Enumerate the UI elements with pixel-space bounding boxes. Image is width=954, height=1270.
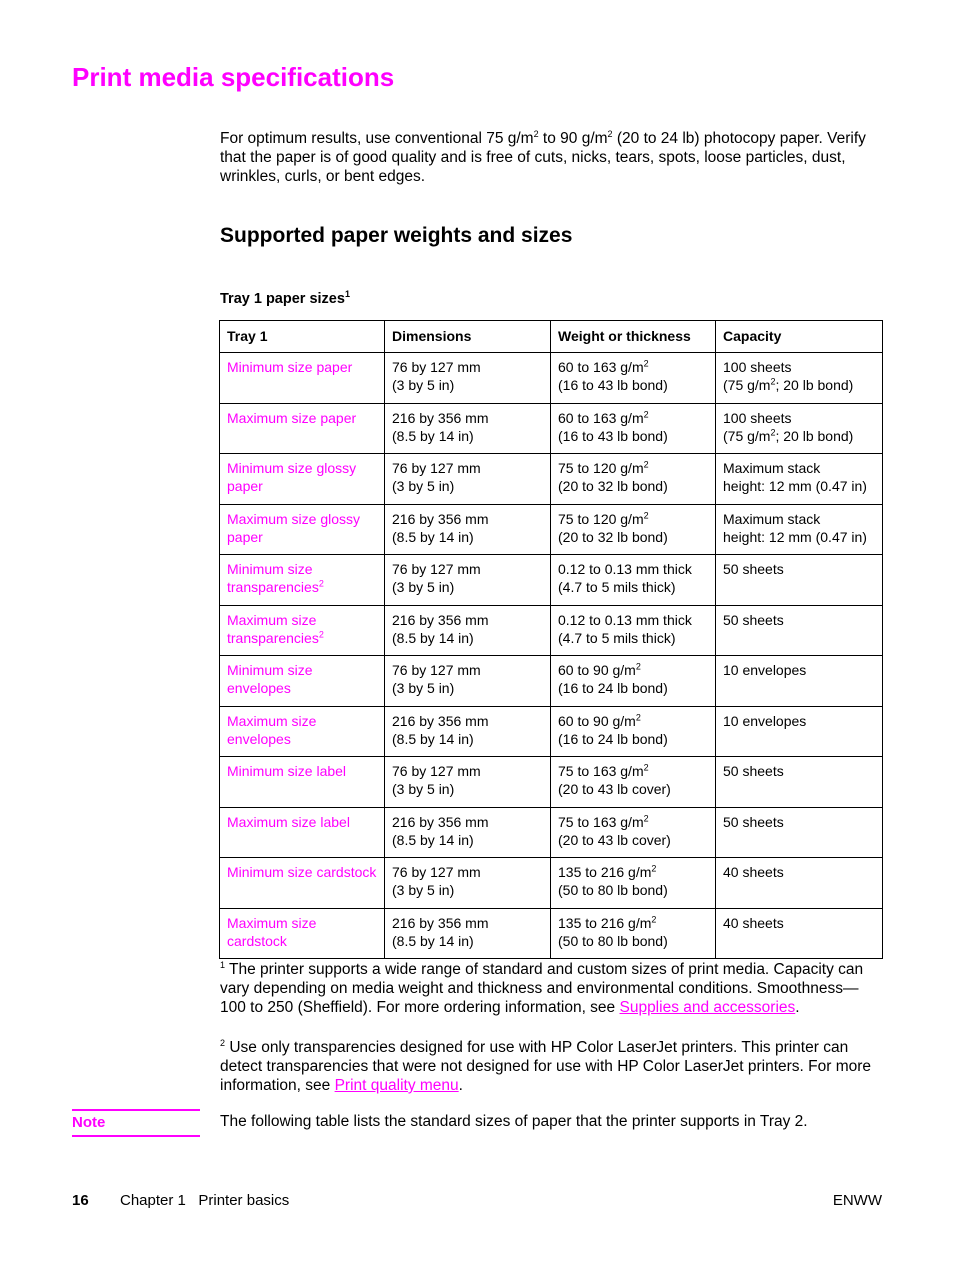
weight-cell: 75 to 120 $g/m^2$ (20 to 32 lb bond) [551, 454, 716, 505]
dimensions-cell: 76 by 127 mm (3 by 5 in) [385, 555, 551, 606]
table-row [220, 454, 883, 505]
column-header: Tray 1 [220, 321, 385, 353]
table-row [220, 656, 883, 707]
print-quality-link[interactable]: Print quality menu [334, 1077, 459, 1094]
dimensions-cell: 216 by 356 mm (8.5 by 14 in) [385, 403, 551, 454]
table-row [220, 757, 883, 808]
footnote-1: $^1$ The printer supports a wide range of standard and custom sizes of print media. Capacity can vary depending on media weight and thickness and environmental conditions. Smoothness—100 to 250 (Sheffield). For more ordering information, see Supplies and accessories. [220, 959, 864, 1016]
paper-sizes-table [219, 320, 883, 959]
weight-cell: 60 to 163 $g/m^2$ (16 to 43 lb bond) [551, 353, 716, 404]
column-header: Dimensions [385, 321, 551, 353]
capacity-cell: Maximum stack height: 12 mm (0.47 in) [716, 454, 883, 505]
weight-cell: 60 to 90 $g/m^2$ (16 to 24 lb bond) [551, 656, 716, 707]
capacity-cell: Maximum stack height: 12 mm (0.47 in) [716, 504, 883, 555]
column-header: Capacity [716, 321, 883, 353]
capacity-cell: 50 sheets [716, 757, 883, 808]
weight-cell: 60 to 163 $g/m^2$ (16 to 43 lb bond) [551, 403, 716, 454]
column-header: Weight or thickness [551, 321, 716, 353]
tray-link-cell[interactable]: Maximum size label [220, 807, 385, 858]
table-row [220, 353, 883, 404]
dimensions-cell: 216 by 356 mm (8.5 by 14 in) [385, 504, 551, 555]
dimensions-cell: 216 by 356 mm (8.5 by 14 in) [385, 807, 551, 858]
weight-cell: 75 to 163 $g/m^2$ (20 to 43 lb cover) [551, 757, 716, 808]
capacity-cell: 100 sheets (75 $g/m^2$; 20 lb bond) [716, 403, 883, 454]
chapter-label: Chapter 1 Printer basics [120, 1192, 290, 1209]
capacity-cell: 40 sheets [716, 858, 883, 909]
dimensions-cell: 216 by 356 mm (8.5 by 14 in) [385, 706, 551, 757]
note-text: The following table lists the standard sizes of paper that the printer supports in Tray 2. [220, 1113, 808, 1130]
page-number: 16 [72, 1192, 89, 1209]
tray-link-cell[interactable]: Minimum size envelopes [220, 656, 385, 707]
footnote-2: $^2$ Use only transparencies designed for use with HP Color LaserJet printers. This printer can detect transparencies that were not designed for use with HP Color LaserJet printers. For more information, see Print quality menu. [220, 1037, 872, 1094]
table-row [220, 807, 883, 858]
capacity-cell: 40 sheets [716, 908, 883, 959]
weight-cell: 0.12 to 0.13 mm thick (4.7 to 5 mils thick) [551, 605, 716, 656]
capacity-cell: 50 sheets [716, 555, 883, 606]
intro-paragraph: For optimum results, use conventional 75 $g/m^2$ to 90 $g/m^2$ (20 to 24 lb) photocopy paper. Verify that the paper is of good quality and is free of cuts, nicks, tears, spots, loose particles, dust, wrinkles, curls, or bent edges. [220, 128, 866, 185]
tray-link-cell[interactable]: Minimum size transparencies$^2$ [220, 555, 385, 606]
page-title: Print media specifications [72, 62, 395, 92]
capacity-cell: 10 envelopes [716, 656, 883, 707]
dimensions-cell: 76 by 127 mm (3 by 5 in) [385, 353, 551, 404]
capacity-cell: 10 envelopes [716, 706, 883, 757]
supplies-link[interactable]: Supplies and accessories [619, 999, 796, 1016]
dimensions-cell: 216 by 356 mm (8.5 by 14 in) [385, 605, 551, 656]
doc-code: ENWW [832, 1192, 882, 1209]
table-row [220, 403, 883, 454]
weight-cell: 75 to 163 $g/m^2$ (20 to 43 lb cover) [551, 807, 716, 858]
section-title: Supported paper weights and sizes [220, 224, 573, 247]
tray-link-cell[interactable]: Maximum size paper [220, 403, 385, 454]
tray-link-cell[interactable]: Minimum size paper [220, 353, 385, 404]
table-row [220, 706, 883, 757]
weight-cell: 75 to 120 $g/m^2$ (20 to 32 lb bond) [551, 504, 716, 555]
capacity-cell: 50 sheets [716, 605, 883, 656]
table-row [220, 605, 883, 656]
dimensions-cell: 76 by 127 mm (3 by 5 in) [385, 858, 551, 909]
tray-link-cell[interactable]: Minimum size glossy paper [220, 454, 385, 505]
dimensions-cell: 216 by 356 mm (8.5 by 14 in) [385, 908, 551, 959]
note-label: Note [72, 1109, 200, 1137]
dimensions-cell: 76 by 127 mm (3 by 5 in) [385, 656, 551, 707]
tray-link-cell[interactable]: Maximum size transparencies$^2$ [220, 605, 385, 656]
dimensions-cell: 76 by 127 mm (3 by 5 in) [385, 757, 551, 808]
table-header-row [220, 321, 883, 353]
tray-link-cell[interactable]: Minimum size label [220, 757, 385, 808]
weight-cell: 60 to 90 $g/m^2$ (16 to 24 lb bond) [551, 706, 716, 757]
tray-link-cell[interactable]: Maximum size glossy paper [220, 504, 385, 555]
table-row [220, 504, 883, 555]
tray-link-cell[interactable]: Minimum size cardstock [220, 858, 385, 909]
table-row [220, 908, 883, 959]
capacity-cell: 100 sheets (75 $g/m^2$; 20 lb bond) [716, 353, 883, 404]
table-row [220, 858, 883, 909]
weight-cell: 135 to 216 $g/m^2$ (50 to 80 lb bond) [551, 858, 716, 909]
tray-link-cell[interactable]: Maximum size envelopes [220, 706, 385, 757]
weight-cell: 0.12 to 0.13 mm thick (4.7 to 5 mils thick) [551, 555, 716, 606]
capacity-cell: 50 sheets [716, 807, 883, 858]
tray-link-cell[interactable]: Maximum size cardstock [220, 908, 385, 959]
weight-cell: 135 to 216 $g/m^2$ (50 to 80 lb bond) [551, 908, 716, 959]
table-caption: Tray 1 paper sizes$^1$ [220, 289, 350, 307]
table-row [220, 555, 883, 606]
dimensions-cell: 76 by 127 mm (3 by 5 in) [385, 454, 551, 505]
